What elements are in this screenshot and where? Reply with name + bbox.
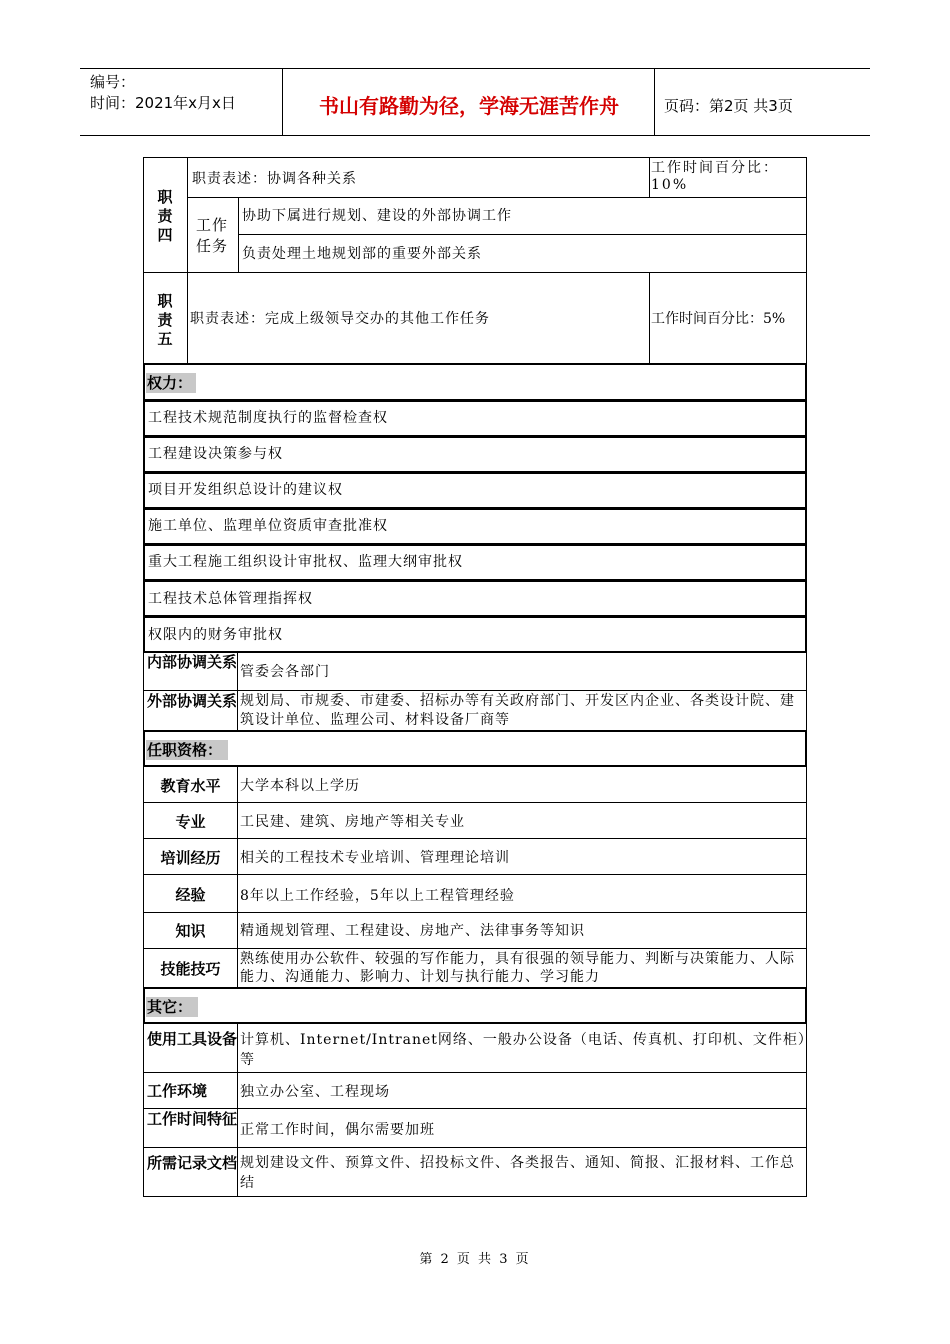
powers-title-cell [143,363,807,401]
qualification-value: 8年以上工作经验，5年以上工程管理经验 [240,888,515,904]
other-value: 正常工作时间，偶尔需要加班 [240,1122,435,1138]
other-label: 所需记录文档 [147,1154,238,1172]
qualification-label: 知识 [175,922,206,940]
other-label: 工作时间特征 [147,1110,238,1128]
internal-relations-value: 管委会各部门 [240,664,330,680]
header-bottom-rule [80,135,870,136]
duty5-description: 职责表述：完成上级领导交办的其他工作任务 [190,311,490,327]
external-relations-value: 规划局、市规委、市建委、招标办等有关政府部门、开发区内企业、各类设计院、建筑设计单位、监理公司、材料设备厂商等 [240,693,795,728]
serial-label: 编号： [90,73,136,91]
qualification-label: 教育水平 [160,777,221,795]
internal-relations-label: 内部协调关系 [147,653,238,671]
qualification-value: 相关的工程技术专业培训、管理理论培训 [240,850,510,866]
duty4-task: 负责处理土地规划部的重要外部关系 [242,246,482,262]
duty4-label: 职 责 四 [157,188,173,244]
duty4-task: 协助下属进行规划、建设的外部协调工作 [242,208,512,224]
qualification-label: 经验 [175,886,206,904]
other-title-cell [143,987,807,1024]
duty5-time-pct: 工作时间百分比：5% [651,311,786,327]
powers-title: 权力： [147,374,193,392]
header-divider [282,68,283,135]
duty4-task-label: 工作 任务 [196,216,229,255]
power-item: 项目开发组织总设计的建议权 [148,482,343,498]
power-item: 施工单位、监理单位资质审查批准权 [148,518,388,534]
other-value: 独立办公室、工程现场 [240,1084,390,1100]
power-item: 权限内的财务审批权 [148,627,283,643]
page-label: 页码：第2页 共3页 [664,97,793,115]
qualification-value: 工民建、建筑、房地产等相关专业 [240,814,465,830]
duty4-time-pct: 工作时间百分比：10% [651,160,779,193]
qualifications-title: 任职资格： [147,741,223,759]
other-value: 计算机、Internet/Intranet网络、一般办公设备（电话、传真机、打印机、文件柜）等 [240,1032,806,1068]
power-item: 重大工程施工组织设计审批权、监理大纲审批权 [148,554,463,570]
power-item: 工程建设决策参与权 [148,446,283,462]
qualification-label: 技能技巧 [160,960,221,978]
time-label: 时间：2021年x月x日 [90,94,236,112]
qualifications-title-cell [143,730,807,767]
duty4-description: 职责表述：协调各种关系 [192,171,357,187]
duty5-label: 职 责 五 [157,292,173,348]
qualification-label: 专业 [175,813,206,831]
page-footer: 第 2 页 共 3 页 [419,1252,531,1267]
qualification-value: 熟练使用办公软件、较强的写作能力，具有很强的领导能力、判断与决策能力、人际能力、沟通能力、影响力、计划与执行能力、学习能力 [240,951,795,985]
external-relations-label: 外部协调关系 [147,692,238,710]
power-item: 工程技术总体管理指挥权 [148,591,313,607]
power-item: 工程技术规范制度执行的监督检查权 [148,410,388,426]
qualification-value: 精通规划管理、工程建设、房地产、法律事务等知识 [240,923,585,939]
header-top-rule [80,68,870,69]
other-value: 规划建设文件、预算文件、招投标文件、各类报告、通知、简报、汇报材料、工作总结 [240,1155,795,1191]
header-motto: 书山有路勤为径，学海无涯苦作舟 [319,94,619,118]
other-title: 其它： [147,998,193,1016]
other-label: 工作环境 [147,1082,208,1100]
other-label: 使用工具设备 [147,1030,238,1048]
header-divider [654,68,655,135]
qualification-label: 培训经历 [160,849,221,867]
qualification-value: 大学本科以上学历 [240,778,360,794]
